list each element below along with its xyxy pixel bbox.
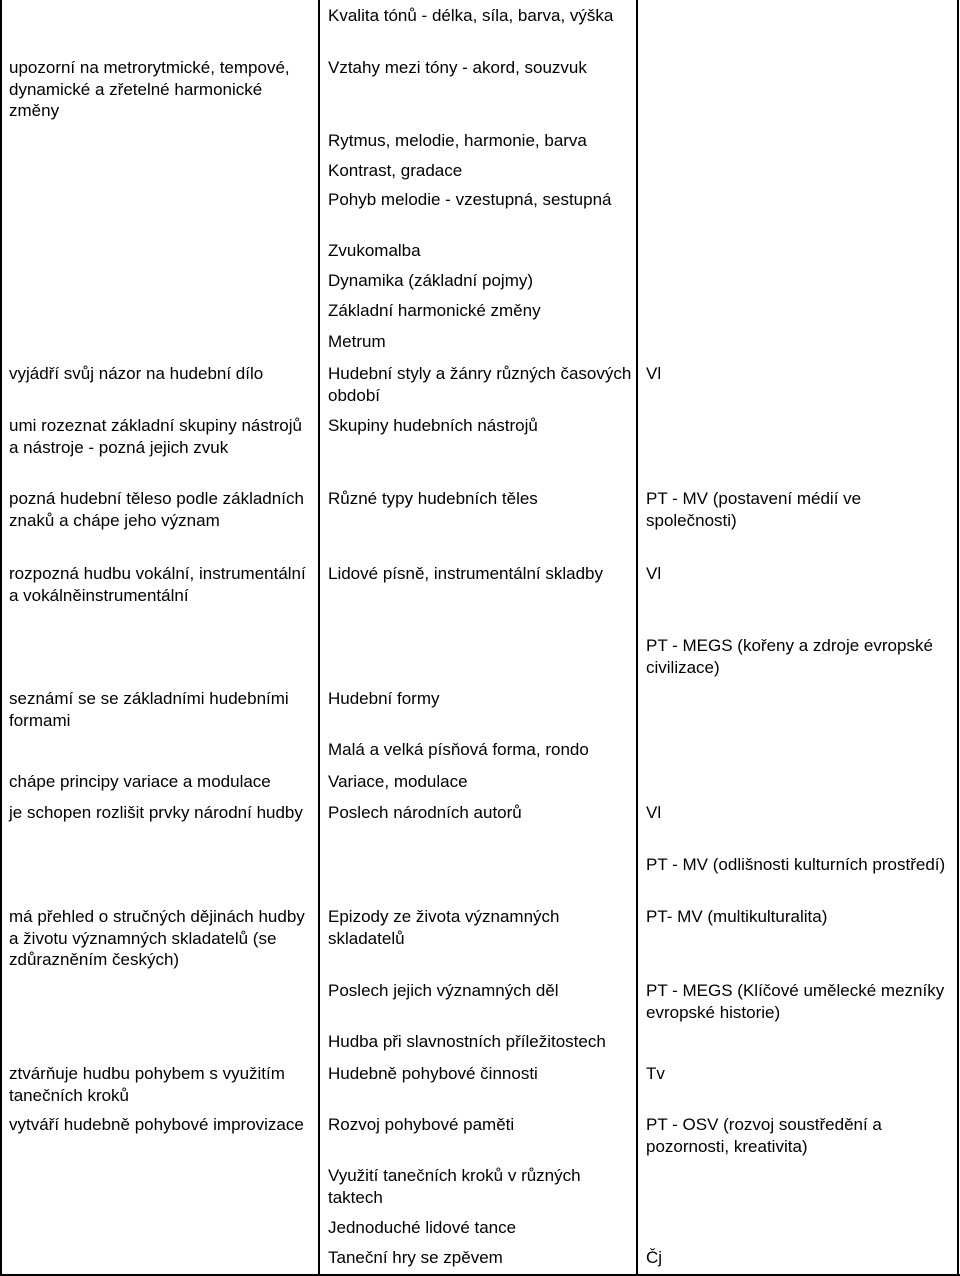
topic-cell: Hudební formy	[328, 689, 440, 708]
crosscurricular-cell: PT - MV (postavení médií ve společnosti)	[646, 489, 862, 530]
table-border-bottom	[0, 1274, 960, 1276]
topic-cell: Rytmus, melodie, harmonie, barva	[328, 131, 587, 150]
outcome-cell: chápe principy variace a modulace	[9, 772, 271, 791]
column-divider-1	[318, 0, 320, 1276]
topic-cell: Skupiny hudebních nástrojů	[328, 416, 538, 435]
outcome-cell: vytváří hudebně pohybové improvizace	[9, 1115, 304, 1134]
crosscurricular-cell: PT- MV (multikulturalita)	[646, 907, 828, 926]
crosscurricular-cell: Vl	[646, 803, 662, 822]
topic-cell: Zvukomalba	[328, 241, 421, 260]
outcome-cell: je schopen rozlišit prvky národní hudby	[9, 803, 303, 822]
topic-cell: Taneční hry se zpěvem	[328, 1248, 503, 1267]
topic-cell: Kvalita tónů - délka, síla, barva, výška	[328, 6, 614, 25]
topic-cell: Lidové písně, instrumentální skladby	[328, 564, 603, 583]
outcome-cell: seznámí se se základními hudebními formami	[9, 689, 289, 730]
topic-cell: Dynamika (základní pojmy)	[328, 271, 534, 290]
topic-cell: Vztahy mezi tóny - akord, souzvuk	[328, 58, 587, 77]
crosscurricular-cell: PT - OSV (rozvoj soustředění a pozornosti, kreativita)	[646, 1115, 882, 1156]
topic-cell: Malá a velká písňová forma, rondo	[328, 740, 589, 759]
topic-cell: Různé typy hudebních těles	[328, 489, 538, 508]
crosscurricular-cell: Tv	[646, 1064, 665, 1083]
topic-cell: Jednoduché lidové tance	[328, 1218, 517, 1237]
topic-cell: Hudební styly a žánry různých časových období	[328, 364, 632, 405]
topic-cell: Rozvoj pohybové paměti	[328, 1115, 515, 1134]
outcome-cell: má přehled o stručných dějinách hudby a životu významných skladatelů (se zdůrazněním českých)	[9, 907, 305, 969]
topic-cell: Epizody ze života významných skladatelů	[328, 907, 560, 948]
crosscurricular-cell: Čj	[646, 1248, 663, 1267]
topic-cell: Poslech národních autorů	[328, 803, 522, 822]
outcome-cell: vyjádří svůj názor na hudební dílo	[9, 364, 264, 383]
outcome-cell: upozorní na metrorytmické, tempové, dynamické a zřetelné harmonické změny	[9, 58, 290, 120]
topic-cell: Hudebně pohybové činnosti	[328, 1064, 538, 1083]
topic-cell: Hudba při slavnostních příležitostech	[328, 1032, 606, 1051]
topic-cell: Využití tanečních kroků v různých taktech	[328, 1166, 581, 1207]
crosscurricular-cell: PT - MV (odlišnosti kulturních prostředí)	[646, 855, 946, 874]
table-border-left	[0, 0, 2, 1276]
outcome-cell: ztvárňuje hudbu pohybem s využitím tanečních kroků	[9, 1064, 285, 1105]
topic-cell: Variace, modulace	[328, 772, 468, 791]
crosscurricular-cell: PT - MEGS (Klíčové umělecké mezníky evropské historie)	[646, 981, 945, 1022]
topic-cell: Pohyb melodie - vzestupná, sestupná	[328, 190, 612, 209]
outcome-cell: rozpozná hudbu vokální, instrumentální a vokálněinstrumentální	[9, 564, 306, 605]
topic-cell: Poslech jejich významných děl	[328, 981, 559, 1000]
outcome-cell: pozná hudební těleso podle základních znaků a chápe jeho význam	[9, 489, 304, 530]
crosscurricular-cell: PT - MEGS (kořeny a zdroje evropské civilizace)	[646, 636, 933, 677]
topic-cell: Kontrast, gradace	[328, 161, 463, 180]
topic-cell: Metrum	[328, 332, 386, 351]
topic-cell: Základní harmonické změny	[328, 301, 541, 320]
crosscurricular-cell: Vl	[646, 364, 662, 383]
table-border-right	[957, 0, 959, 1276]
crosscurricular-cell: Vl	[646, 564, 662, 583]
outcome-cell: umi rozeznat základní skupiny nástrojů a nástroje - pozná jejich zvuk	[9, 416, 302, 457]
